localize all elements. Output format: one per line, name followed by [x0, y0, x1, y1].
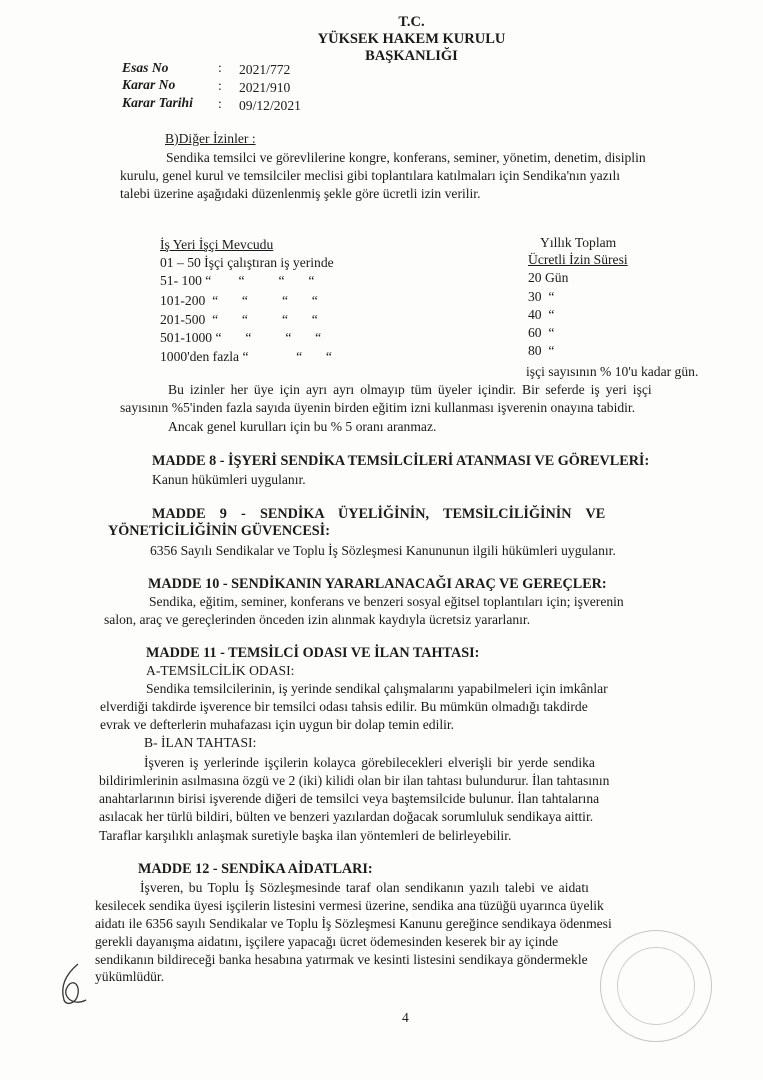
madde-10-line-2: salon, araç ve gereçlerinden önceden izin alınmak kaydıyla ücretsiz yararlanır.: [104, 612, 531, 627]
diger-izinler-line-2: kurulu, genel kurul ve temsilciler meclisi gibi toplantılara katılmaları için Sendika'nın yazılı: [120, 168, 620, 183]
madde-9-title-line-2: YÖNETİCİLİĞİNİN GÜVENCESİ:: [108, 523, 330, 539]
madde-12-line-5: sendikanın bildireceği banka hesabına yatırmak ve kesinti listesini sendikaya göndermekle: [95, 952, 588, 967]
header-tc: T.C.: [398, 14, 425, 30]
table-row-left: 01 – 50 İşçi çalıştıran iş yerinde: [160, 255, 334, 270]
madde-8-title: MADDE 8 - İŞYERİ SENDİKA TEMSİLCİLERİ ATANMASI VE GÖREVLERİ:: [152, 453, 650, 469]
table-right-header-2: Ücretli İzin Süresi: [528, 252, 628, 267]
esas-no-label: Esas No: [122, 60, 169, 75]
header-institution: YÜKSEK HAKEM KURULU: [317, 31, 506, 47]
madde-10-line-1: Sendika, eğitim, seminer, konferans ve benzeri sosyal eğitsel toplantıları için; işverenin: [149, 594, 624, 609]
table-right-header-1: Yıllık Toplam: [540, 235, 617, 250]
table-row-right: 20 Gün: [528, 270, 569, 285]
madde-11-a-line-1: Sendika temsilcilerinin, iş yerinde sendikal çalışmalarını yapabilmeleri için imkânlar: [146, 681, 608, 696]
madde-11-b-line-3: anahtarlarının birisi işverende diğeri de temsilci veya baştemsilcide bulunur. İlan tahtalarına: [99, 791, 600, 806]
signature-mark: [56, 960, 96, 1010]
madde-12-line-1: İşveren, bu Toplu İş Sözleşmesinde taraf olan sendikanın yazılı talebi ve aidatı: [140, 880, 589, 895]
table-row-left: 1000'den fazla “ “ “: [160, 349, 332, 364]
table-row-right: 80 “: [528, 343, 555, 358]
table-row-left: 51- 100 “ “ “ “: [160, 273, 315, 288]
table-row-left: 201-500 “ “ “ “: [160, 312, 318, 327]
madde-10-title: MADDE 10 - SENDİKANIN YARARLANACAĞI ARAÇ VE GEREÇLER:: [148, 576, 607, 592]
madde-11-title: MADDE 11 - TEMSİLCİ ODASI VE İLAN TAHTASI:: [146, 645, 480, 661]
diger-izinler-line-3: talebi üzerine aşağıdaki düzenlenmiş şekle göre ücretli izin verilir.: [120, 186, 481, 201]
madde-11-a-line-2: elverdiği takdirde işverence bir temsilci odası tahsis edilir. Bu mümkün olmadığı takdirde: [100, 699, 588, 714]
karar-no-value: 2021/910: [239, 80, 291, 95]
madde-11-b-line-5: Taraflar karşılıklı anlaşmak suretiyle başka ilan yöntemleri de belirleyebilir.: [99, 828, 512, 843]
karar-tarihi-sep: :: [218, 96, 222, 111]
madde-11-b-line-1: İşveren iş yerlerinde işçilerin kolayca görebilecekleri elverişli bir yerde sendika: [144, 755, 595, 770]
izin-note-line-1: Bu izinler her üye için ayrı ayrı olmayıp tüm üyeler içindir. Bir seferde iş yeri işçi: [168, 382, 652, 397]
madde-11-a-line-3: evrak ve defterlerin muhafazası için uygun bir dolap temin edilir.: [100, 717, 455, 732]
karar-tarihi-value: 09/12/2021: [239, 98, 301, 113]
madde-11-sub-a: A-TEMSİLCİLİK ODASI:: [146, 663, 295, 678]
madde-9-text: 6356 Sayılı Sendikalar ve Toplu İş Sözleşmesi Kanununun ilgili hükümleri uygulanır.: [150, 543, 616, 558]
diger-izinler-heading: B)Diğer İzinler :: [165, 131, 256, 146]
table-row-right: 60 “: [528, 325, 555, 340]
karar-no-label: Karar No: [122, 77, 176, 92]
table-row-left: 501-1000 “ “ “ “: [160, 330, 322, 345]
esas-no-value: 2021/772: [239, 62, 291, 77]
izin-note-line-2: sayısının %5'inden fazla sayıda üyenin birden eğitim izni kullanması işverenin onayına tabidir.: [120, 400, 636, 415]
header-presidency: BAŞKANLIĞI: [365, 48, 458, 64]
madde-12-line-2: kesilecek sendika üyesi işçilerin listesini vermesi üzerine, sendika ana tüzüğü uyarınca üyelik: [95, 898, 604, 913]
karar-no-sep: :: [218, 78, 222, 93]
madde-11-sub-b: B- İLAN TAHTASI:: [144, 735, 257, 750]
madde-9-title-line-1: MADDE 9 - SENDİKA ÜYELİĞİNİN, TEMSİLCİLİĞİNİN VE: [152, 506, 606, 522]
table-footer-right: işçi sayısının % 10'u kadar gün.: [526, 364, 699, 379]
page-number: 4: [402, 1010, 409, 1025]
table-row-left: 101-200 “ “ “ “: [160, 293, 318, 308]
esas-no-sep: :: [218, 60, 222, 75]
karar-tarihi-label: Karar Tarihi: [122, 95, 193, 110]
madde-12-line-6: yükümlüdür.: [95, 969, 165, 984]
madde-12-line-3: aidatı ile 6356 sayılı Sendikalar ve Toplu İş Sözleşmesi Kanunu gereğince sendikaya ödenmesi: [95, 916, 612, 931]
table-row-right: 40 “: [528, 307, 555, 322]
izin-note-line-3: Ancak genel kurulları için bu % 5 oranı aranmaz.: [168, 419, 437, 434]
madde-8-text: Kanun hükümleri uygulanır.: [152, 472, 306, 487]
table-row-right: 30 “: [528, 289, 555, 304]
madde-12-title: MADDE 12 - SENDİKA AİDATLARI:: [138, 861, 373, 877]
madde-11-b-line-2: bildirimlerinin asılmasına özgü ve 2 (iki) kilidi olan bir ilan tahtası bulundurur. İlan tahtasının: [99, 773, 610, 788]
diger-izinler-line-1: Sendika temsilci ve görevlilerine kongre, konferans, seminer, yönetim, denetim, disiplin: [166, 150, 646, 165]
table-left-header: İş Yeri İşçi Mevcudu: [160, 237, 274, 252]
seal-stamp: [600, 930, 712, 1042]
madde-11-b-line-4: asılacak her türlü bildiri, bülten ve benzeri yazılardan doğacak sorumluluk sendikaya aittir.: [99, 809, 594, 824]
madde-12-line-4: gerekli dayanışma aidatını, işçilere yapacağı ücret ödemesinden keserek bir ay içinde: [95, 934, 559, 949]
